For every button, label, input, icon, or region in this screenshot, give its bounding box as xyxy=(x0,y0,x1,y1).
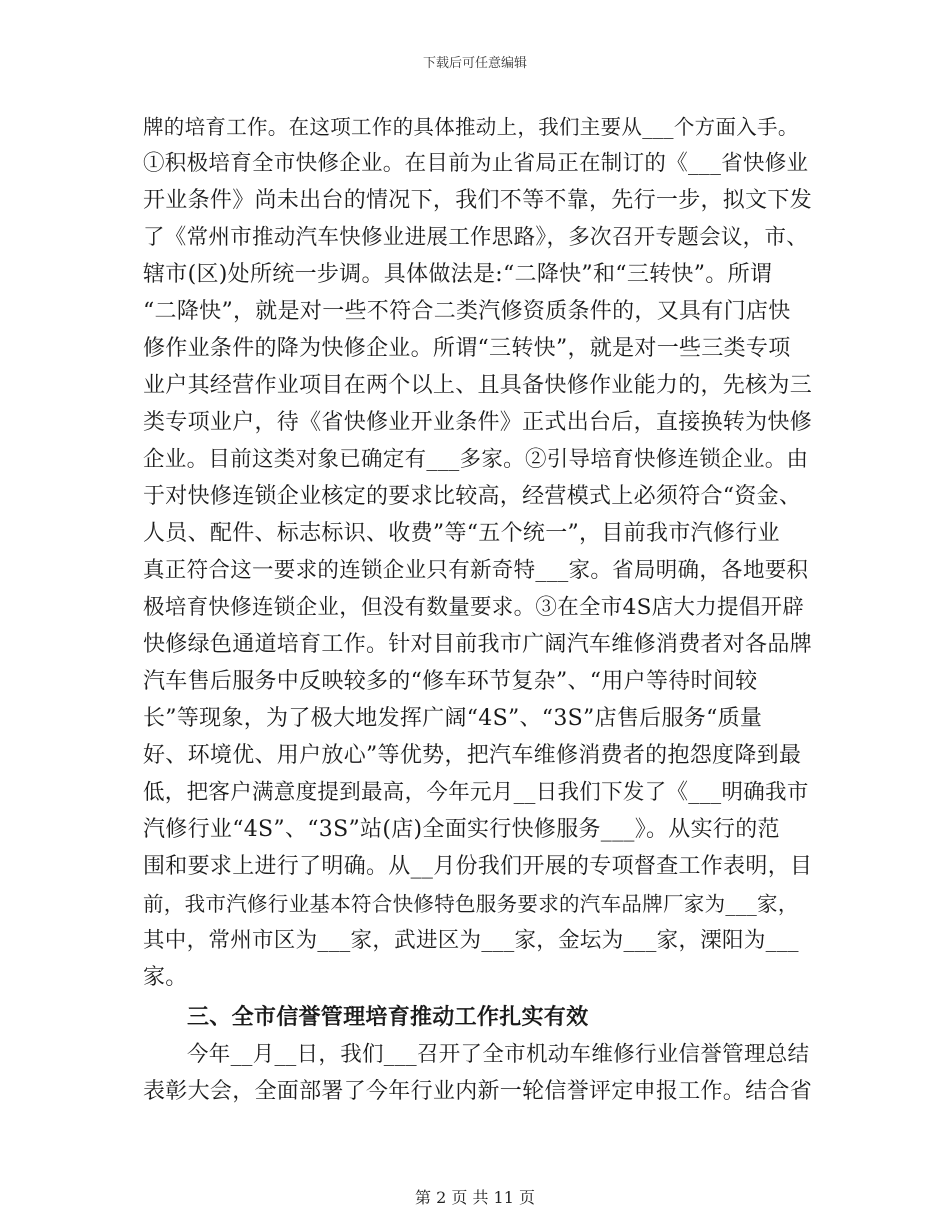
text-line: 修作业条件的降为快修企业。所谓“三转快”，就是对一些三类专项 xyxy=(143,336,791,361)
text-line: 汽车售后服务中反映较多的“修车环节复杂”、“用户等待时间较 xyxy=(143,669,758,694)
text-line: 开业条件》尚未出台的情况下，我们不等不靠，先行一步，拟文下发 xyxy=(143,188,813,213)
text-line: 人员、配件、标志标识、收费”等“五个统一”，目前我市汽修行业 xyxy=(143,521,780,546)
text-line: 于对快修连锁企业核定的要求比较高，经营模式上必须符合“资金、 xyxy=(143,484,802,509)
text-line: 辖市(区)处所统一步调。具体做法是:“二降快”和“三转快”。所谓 xyxy=(143,262,773,287)
text-line: 牌的培育工作。在这项工作的具体推动上，我们主要从___个方面入手。 xyxy=(143,115,799,139)
text-line: 企业。目前这类对象已确定有___多家。②引导培育快修连锁企业。由 xyxy=(143,447,809,472)
text-line: 极培育快修连锁企业，但没有数量要求。③在全市4S店大力提倡开辟 xyxy=(143,595,805,620)
text-line: 好、环境优、用户放心”等优势，把汽车维修消费者的抱怨度降到最 xyxy=(143,743,802,768)
text-line: 表彰大会，全面部署了今年行业内新一轮信誉评定申报工作。结合省 xyxy=(143,1079,813,1104)
text-line: 家。 xyxy=(143,965,188,990)
text-line: 快修绿色通道培育工作。针对目前我市广阔汽车维修消费者对各品牌 xyxy=(143,632,813,657)
text-line: 其中，常州市区为___家，武进区为___家，金坛为___家，溧阳为___ xyxy=(143,928,799,953)
text-line: 前，我市汽修行业基本符合快修特色服务要求的汽车品牌厂家为___家， xyxy=(143,892,799,916)
text-line: ①积极培育全市快修企业。在目前为止省局正在制订的《___省快修业 xyxy=(143,151,809,176)
text-line: 长”等现象，为了极大地发挥广阔“4S”、“3S”店售后服务“质量 xyxy=(143,706,763,731)
text-line: 汽修行业“4S”、“3S”站(店)全面实行快修服务___》。从实行的范 xyxy=(143,817,780,842)
text-line: 类专项业户，待《省快修业开业条件》正式出台后，直接换转为快修 xyxy=(143,410,813,435)
section-heading: 三、全市信誉管理培育推动工作扎实有效 xyxy=(187,1004,589,1030)
page-header-note: 下载后可任意编辑 xyxy=(422,56,527,71)
text-line: 业户其经营作业项目在两个以上、且具备快修作业能力的，先核为三 xyxy=(143,373,813,398)
text-line: 围和要求上进行了明确。从__月份我们开展的专项督查工作表明，目 xyxy=(143,854,813,879)
text-line: 低，把客户满意度提到最高，今年元月__日我们下发了《___明确我市 xyxy=(143,780,809,805)
text-line: 今年__月__日，我们___召开了全市机动车维修行业信誉管理总结 xyxy=(187,1042,810,1067)
text-line: 了《常州市推动汽车快修业进展工作思路》，多次召开专题会议，市、 xyxy=(143,225,809,250)
page-number-footer: 第 2 页 共 11 页 xyxy=(415,1188,535,1207)
text-line: “二降快”，就是对一些不符合二类汽修资质条件的，又具有门店快 xyxy=(143,299,791,324)
text-line: 真正符合这一要求的连锁企业只有新奇特___家。省局明确，各地要积 xyxy=(143,558,809,583)
